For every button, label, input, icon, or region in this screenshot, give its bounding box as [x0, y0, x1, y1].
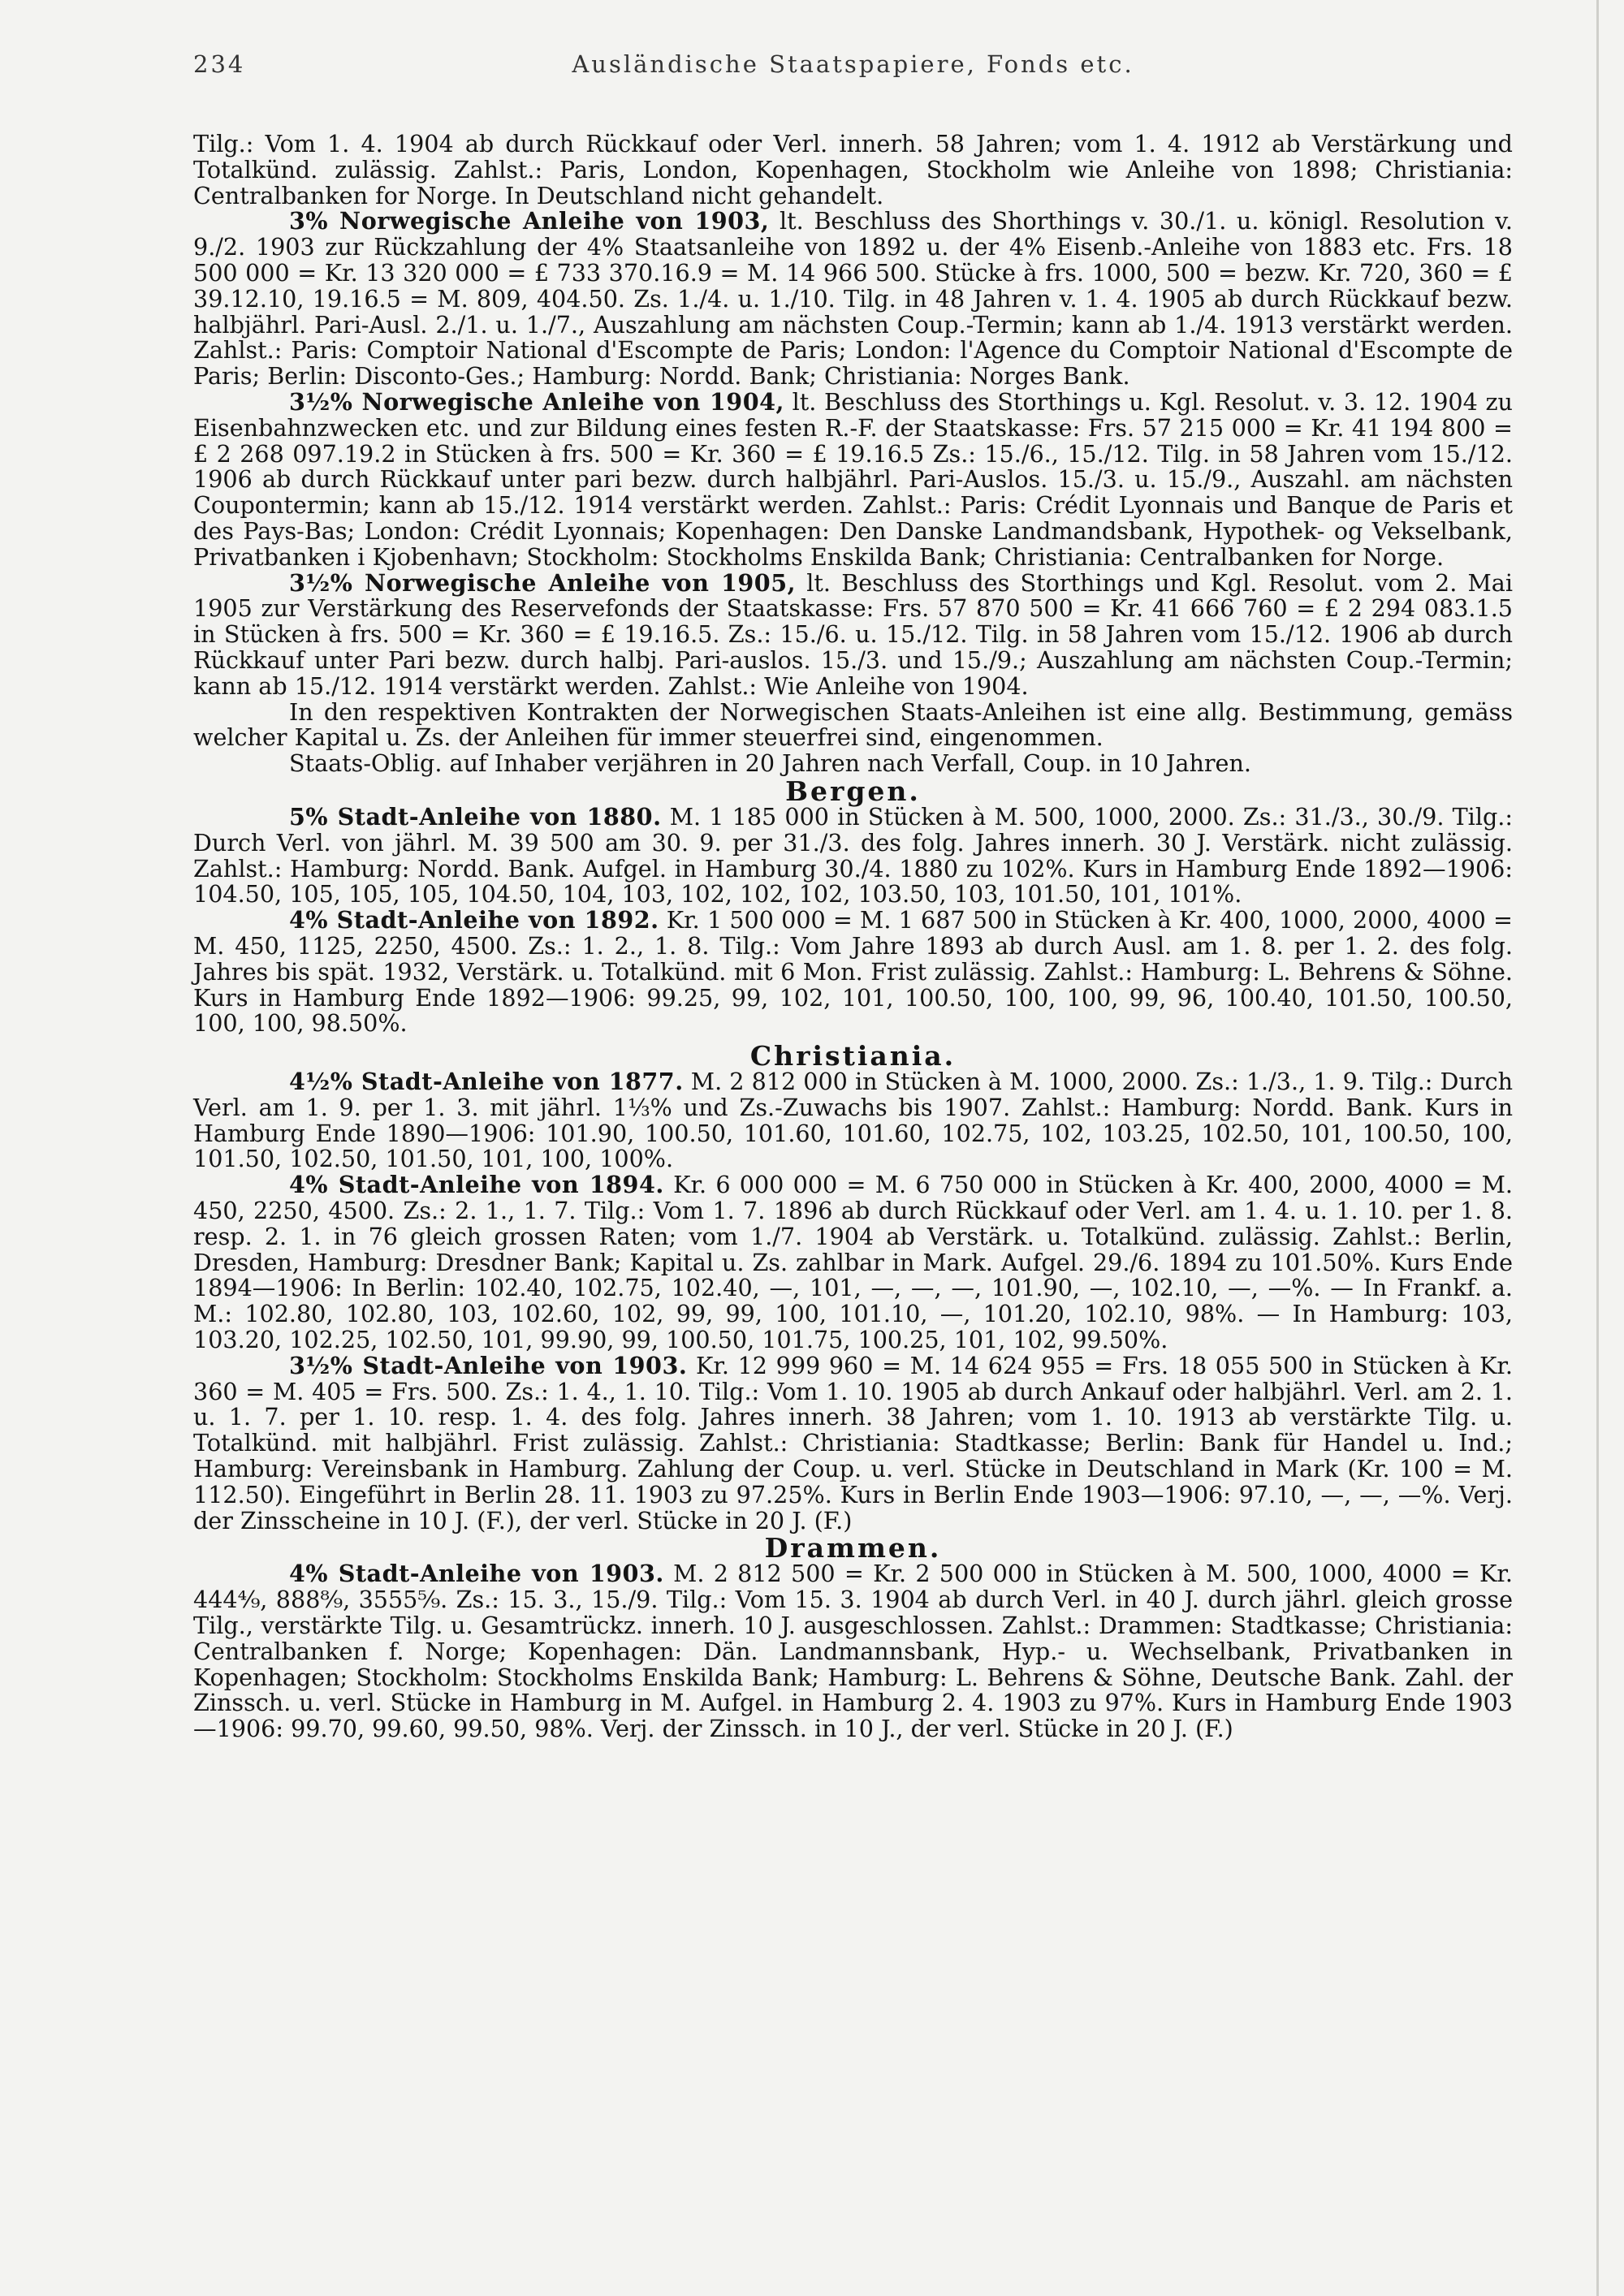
entry-text: M. 2 812 500 = Kr. 2 500 000 in Stücken à M. 500, 1000, 4000 = Kr. 444⁴⁄₉, 888⁸⁄₉, 3555⁵⁄₉. Zs.: 15. 3., 15./9. Tilg.: Vom 15. 3. 1904 ab durch Verl. in 40 J. durch jährl. gleich grosse Tilg., verstärkte Tilg. u. Gesamtrückz. innerh. 10 J. ausgeschlossen. Zahlst.: Drammen: Stadtkasse; Christiania: Centralbanken f. Norge; Kopenhagen: Dän. Landmannsbank, Hyp.- u. Wechselbank, Privatbanken in Kopenhagen; Stockholm: Stockholms Enskilda Bank; Hamburg: L. Behrens & Söhne, Deutsche Bank. Zahl. der Zinssch. u. verl. Stücke in Hamburg in M. Aufgel. in Hamburg 2. 4. 1903 zu 97%. Kurs in Hamburg Ende 1903—1906: 99.70, 99.60, 99.50, 98%. Verj. der Zinssch. in 10 J., der verl. Stücke in 20 J. (F.) [193, 1560, 1513, 1743]
entry-text: Kr. 12 999 960 = M. 14 624 955 = Frs. 18 055 500 in Stücken à Kr. 360 = M. 405 = Frs. 500. Zs.: 1. 4., 1. 10. Tilg.: Vom 1. 10. 1905 ab durch Ankauf oder halbjährl. Verl. am 2. 1. u. 1. 7. per 1. 10. resp. 1. 4. des folg. Jahres innerh. 38 Jahren; vom 1. 10. 1913 ab verstärkte Tilg. u. Totalkünd. mit halbjährl. Frist zulässig. Zahlst.: Christiania: Stadtkasse; Berlin: Bank für Handel u. Ind.; Hamburg: Vereinsbank in Hamburg. Zahlung der Coup. u. verl. Stücke in Deutschland in Mark (Kr. 100 = M. 112.50). Eingeführt in Berlin 28. 11. 1903 zu 97.25%. Kurs in Berlin Ende 1903—1906: 97.10, —, —, —%. Verj. der Zinsscheine in 10 J. (F.), der verl. Stücke in 20 J. (F.) [193, 1351, 1513, 1534]
document-page [193, 50, 1513, 1742]
section-heading-drammen: Drammen. [764, 1532, 942, 1564]
entry-paragraph [193, 1353, 1513, 1534]
entry-text: lt. Beschluss des Storthings u. Kgl. Resolut. v. 3. 12. 1904 zu Eisenbahnzwecken etc. und zur Bildung eines festen R.-F. der Staatskasse: Frs. 57 215 000 = Kr. 41 194 800 = £ 2 268 097.19.2 in Stücken à frs. 500 = Kr. 360 = £ 19.16.5 Zs.: 15./6., 15./12. Tilg. in 58 Jahren vom 15./12. 1906 ab durch Rückkauf unter pari bezw. durch halbjährl. Pari-Auslos. 15./3. u. 15./9., Auszahl. am nächsten Coupontermin; kann ab 15./12. 1914 verstärkt werden. Zahlst.: Paris: Crédit Lyonnais und Banque de Paris et des Pays-Bas; London: Crédit Lyonnais; Kopenhagen: Den Danske Landmandsbank, Hypothek- og Vekselbank, Privatbanken i Kjobenhavn; Stockholm: Stockholms Enskilda Bank; Christiania: Centralbanken for Norge. [193, 387, 1513, 571]
entry-paragraph [193, 132, 1513, 209]
entry-text: M. 2 812 000 in Stücken à M. 1000, 2000. Zs.: 1./3., 1. 9. Tilg.: Durch Verl. am 1. 9. per 1. 3. mit jährl. 1⅓% und Zs.-Zuwachs bis 1907. Zahlst.: Hamburg: Nordd. Bank. Kurs in Hamburg Ende 1890—1906: 101.90, 100.50, 101.60, 101.60, 102.75, 102, 103.25, 102.50, 101, 100.50, 100, 101.50, 102.50, 101.50, 101, 100, 100%. [193, 1068, 1513, 1173]
section-heading-bergen: Bergen. [785, 775, 921, 807]
entry-paragraph [193, 697, 1513, 752]
entry-text: lt. Beschluss des Shorthings v. 30./1. u. königl. Resolution v. 9./2. 1903 zur Rückzahlung der 4% Staatsanleihe von 1892 u. der 4% Eisenb.-Anleihe von 1883 etc. Frs. 18 500 000 = Kr. 13 320 000 = £ 733 370.16.9 = M. 14 966 500. Stücke à frs. 1000, 500 = bezw. Kr. 720, 360 = £ 39.12.10, 19.16.5 = M. 809, 404.50. Zs. 1./4. u. 1./10. Tilg. in 48 Jahren v. 1. 4. 1905 ab durch Rückkauf bezw. halbjährl. Pari-Ausl. 2./1. u. 1./7., Auszahlung am nächsten Coup.-Termin; kann ab 1./4. 1913 verstärkt werden. Zahlst.: Paris: Comptoir National d'Escompte de Paris; London: l'Agence du Comptoir National d'Escompte de Paris; Berlin: Disconto-Ges.; Hamburg: Nordd. Bank; Christiania: Norges Bank. [193, 207, 1513, 391]
entry-paragraph [193, 1069, 1513, 1172]
entry-paragraph [193, 568, 1513, 700]
entry-heading: 4% Stadt-Anleihe von 1903. [289, 1560, 664, 1588]
entry-paragraph [193, 387, 1513, 571]
entry-paragraph [193, 751, 1513, 777]
entry-text: In den respektiven Kontrakten der Norwegischen Staats-Anleihen ist eine allg. Bestimmung, gemäss welcher Kapital u. Zs. der Anleihen für immer steuerfrei sind, eingenommen. [193, 697, 1513, 752]
entry-paragraph [193, 209, 1513, 390]
entry-heading: 5% Stadt-Anleihe von 1880. [289, 802, 662, 831]
page-title: Ausländische Staatspapiere, Fonds etc. [572, 50, 1134, 78]
entry-heading: 4% Stadt-Anleihe von 1894. [289, 1171, 664, 1199]
entry-text: M. 1 185 000 in Stücken à M. 500, 1000, 2000. Zs.: 31./3., 30./9. Tilg.: Durch Verl. von jährl. M. 39 500 am 30. 9. per 31./3. des folg. Jahres innerh. 30 J. Verstärk. nicht zulässig. Zahlst.: Hamburg: Nordd. Bank. Aufgel. in Hamburg 30./4. 1880 zu 102%. Kurs in Hamburg Ende 1892—1906: 104.50, 105, 105, 105, 104.50, 104, 103, 102, 102, 102, 103.50, 103, 101.50, 101, 101%. [193, 802, 1513, 908]
entry-heading: 3½% Norwegische Anleihe von 1904, [289, 387, 784, 416]
entry-heading: 3½% Norwegische Anleihe von 1905, [289, 568, 797, 597]
entry-heading: 3% Norwegische Anleihe von 1903, [289, 207, 770, 235]
section-heading-christiania: Christiania. [749, 1040, 957, 1072]
entry-text: Kr. 6 000 000 = M. 6 750 000 in Stücken à Kr. 400, 2000, 4000 = M. 450, 2250, 4500. Zs.: 2. 1., 1. 7. Tilg.: Vom 1. 7. 1896 ab durch Rückkauf oder Verl. am 1. 4. u. 1. 10. per 1. 8. resp. 2. 1. in 76 gleich grossen Raten; vom 1./7. 1904 ab Verstärk. u. Totalkünd. zulässig. Zahlst.: Berlin, Dresden, Hamburg: Dresdner Bank; Kapital u. Zs. zahlbar in Mark. Aufgel. 29./6. 1894 zu 101.50%. Kurs Ende 1894—1906: In Berlin: 102.40, 102.75, 102.40, —, 101, —, —, —, 101.90, —, 102.10, —, —%. — In Frankf. a. M.: 102.80, 102.80, 103, 102.60, 102, 99, 99, 100, 101.10, —, 101.20, 102.10, 98%. — In Hamburg: 103, 103.20, 102.25, 102.50, 101, 99.90, 99, 100.50, 101.75, 100.25, 101, 102, 99.50%. [193, 1171, 1513, 1354]
entry-text: Tilg.: Vom 1. 4. 1904 ab durch Rückkauf oder Verl. innerh. 58 Jahren; vom 1. 4. 1912 ab Verstärkung und Totalkünd. zulässig. Zahlst.: Paris, London, Kopenhagen, Stockholm wie Anleihe von 1898; Christiania: Centralbanken for Norge. In Deutschland nicht gehandelt. [193, 130, 1513, 209]
entry-text: Staats-Oblig. auf Inhaber verjähren in 20 Jahren nach Verfall, Coup. in 10 Jahren. [289, 749, 1251, 778]
entry-heading: 3½% Stadt-Anleihe von 1903. [289, 1351, 688, 1379]
running-head [193, 50, 1513, 84]
entry-heading: 4% Stadt-Anleihe von 1892. [289, 906, 659, 934]
entry-paragraph [193, 1561, 1513, 1742]
entry-text: Kr. 1 500 000 = M. 1 687 500 in Stücken à Kr. 400, 1000, 2000, 4000 = M. 450, 1125, 2250, 4500. Zs.: 1. 2., 1. 8. Tilg.: Vom Jahre 1893 ab durch Ausl. am 1. 8. per 1. 2. des folg. Jahres bis spät. 1932, Verstärk. u. Totalkünd. mit 6 Mon. Frist zulässig. Zahlst.: Hamburg: L. Behrens & Söhne. Kurs in Hamburg Ende 1892—1906: 99.25, 99, 102, 101, 100.50, 100, 100, 99, 96, 100.40, 101.50, 100.50, 100, 100, 98.50%. [193, 906, 1513, 1038]
page-number: 234 [193, 50, 246, 78]
entry-text: lt. Beschluss des Storthings und Kgl. Resolut. vom 2. Mai 1905 zur Verstärkung des Reservefonds der Staatskasse: Frs. 57 870 500 = Kr. 41 666 760 = £ 2 294 083.1.5 in Stücken à frs. 500 = Kr. 360 = £ 19.16.5. Zs.: 15./6. u. 15./12. Tilg. in 58 Jahren vom 15./12. 1906 ab durch Rückkauf unter Pari bezw. durch halbj. Pari-auslos. 15./3. und 15./9.; Auszahlung am nächsten Coup.-Termin; kann ab 15./12. 1914 verstärkt werden. Zahlst.: Wie Anleihe von 1904. [193, 568, 1513, 700]
entry-heading: 4½% Stadt-Anleihe von 1877. [289, 1068, 684, 1096]
page-edge-shadow [1596, 0, 1599, 2296]
entry-paragraph [193, 802, 1513, 908]
entry-paragraph [193, 908, 1513, 1037]
entry-paragraph [193, 1172, 1513, 1353]
